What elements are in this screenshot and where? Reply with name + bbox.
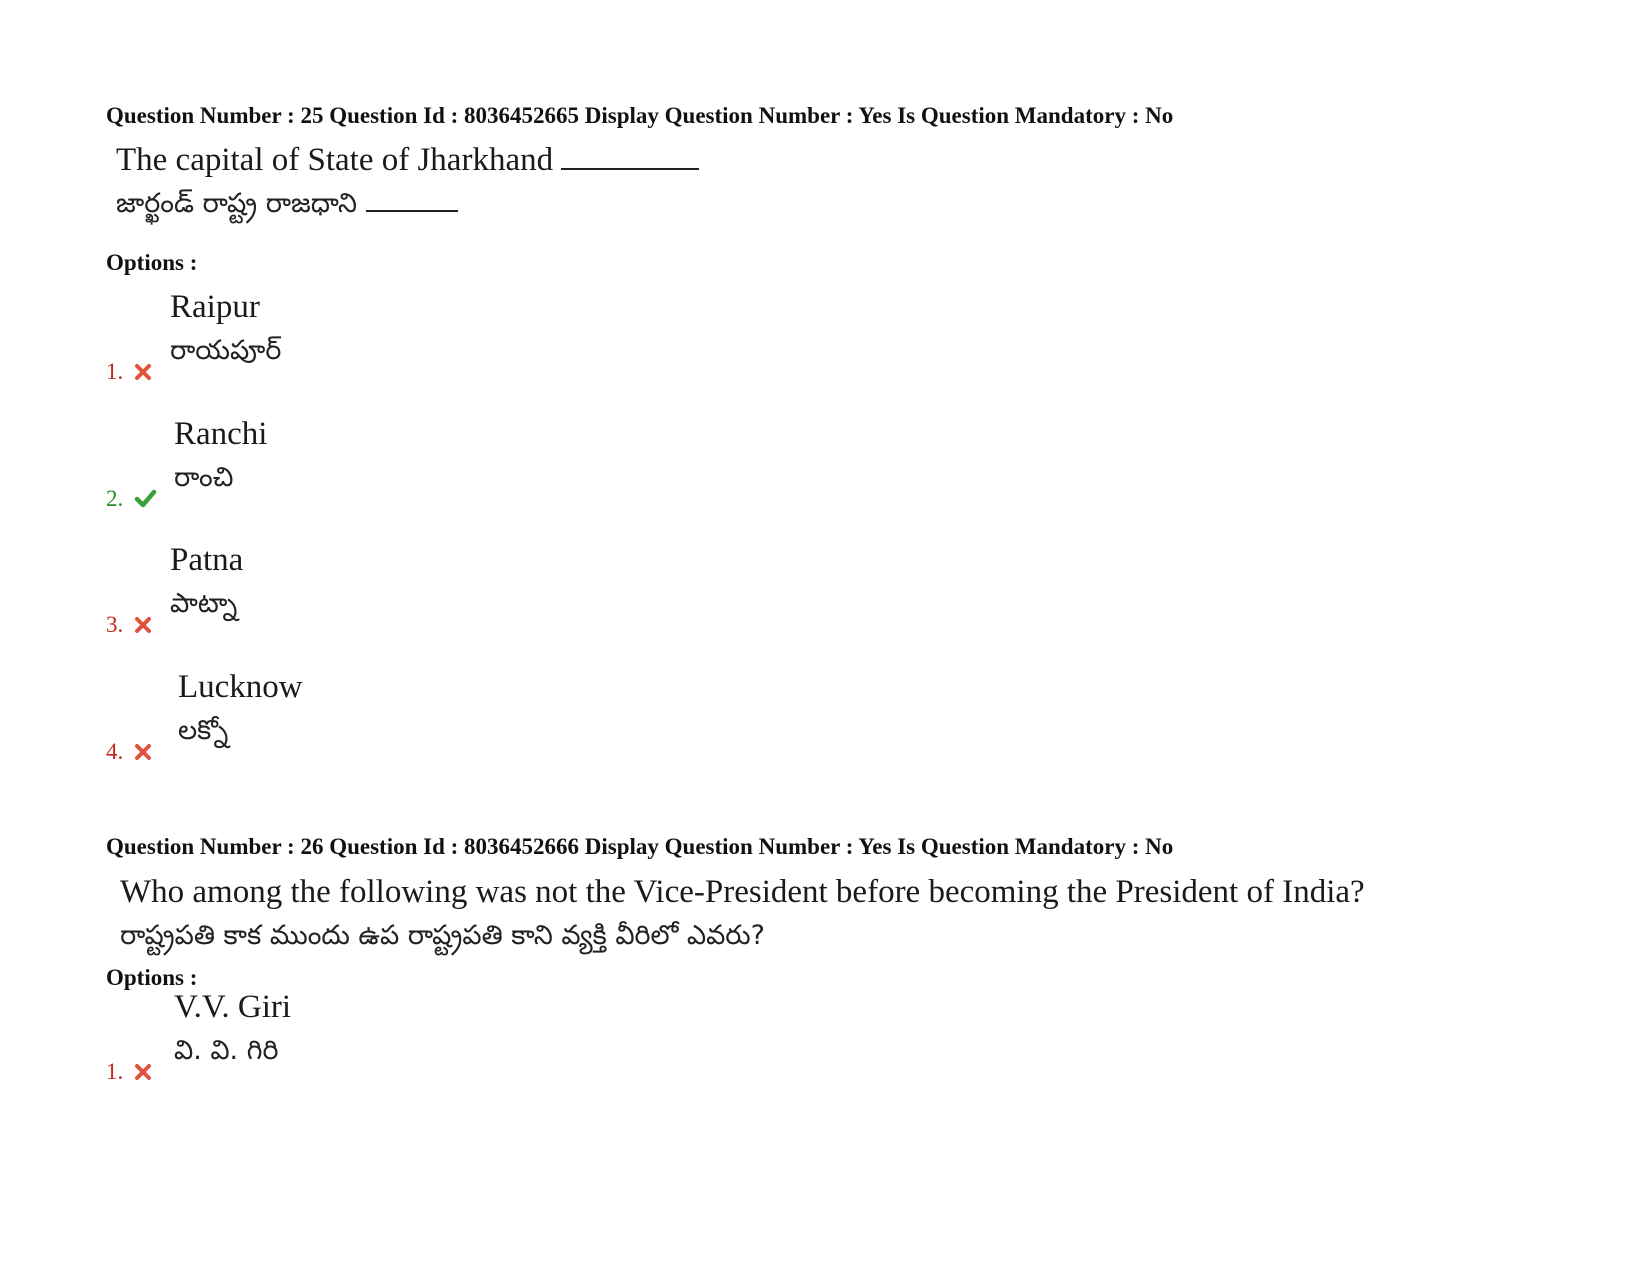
option-text-en: Lucknow bbox=[178, 669, 303, 705]
option-item bbox=[106, 285, 706, 385]
option-text-te: వి. వి. గిరి bbox=[174, 1035, 279, 1066]
question-text bbox=[120, 870, 1365, 958]
option-text-te: రాయపూర్ bbox=[170, 335, 282, 366]
cross-icon bbox=[132, 741, 154, 763]
option-item bbox=[106, 665, 706, 765]
check-icon bbox=[132, 488, 158, 510]
question-text-en: The capital of State of Jharkhand bbox=[116, 142, 554, 178]
option-number: 2. bbox=[106, 486, 124, 511]
cross-icon bbox=[132, 1061, 154, 1083]
question-text-te: రాష్ట్రపతి కాక ముందు ఉప రాష్ట్రపతి కాని వ్యక్తి వీరిలో ఎవరు? bbox=[120, 920, 765, 951]
option-number: 3. bbox=[106, 612, 124, 637]
question-text-en: Who among the following was not the Vice-President before becoming the President of India? bbox=[120, 874, 1365, 910]
option-text bbox=[174, 412, 267, 500]
option-text-te: పాట్నా bbox=[170, 588, 238, 619]
question-header: Question Number : 25 Question Id : 8036452665 Display Question Number : Yes Is Question Mandatory : No bbox=[106, 103, 1174, 128]
option-number: 1. bbox=[106, 359, 124, 384]
options-label: Options : bbox=[106, 965, 198, 990]
option-text-te: లక్నో bbox=[178, 715, 229, 746]
option-text-en: Ranchi bbox=[174, 416, 268, 452]
question-header: Question Number : 26 Question Id : 8036452666 Display Question Number : Yes Is Question Mandatory : No bbox=[106, 834, 1174, 859]
option-text-te: రాంచి bbox=[174, 462, 234, 493]
option-text bbox=[170, 538, 243, 626]
answer-blank bbox=[561, 140, 699, 170]
option-text-en: V.V. Giri bbox=[174, 989, 292, 1025]
option-text bbox=[170, 285, 281, 373]
question-text bbox=[116, 138, 699, 226]
option-number: 1. bbox=[106, 1059, 124, 1084]
cross-icon bbox=[132, 614, 154, 636]
option-text bbox=[174, 985, 291, 1073]
cross-icon bbox=[132, 361, 154, 383]
option-item bbox=[106, 985, 706, 1085]
option-item bbox=[106, 412, 706, 512]
options-label: Options : bbox=[106, 250, 198, 275]
option-item bbox=[106, 538, 706, 638]
option-number: 4. bbox=[106, 739, 124, 764]
question-text-te: జార్ఖండ్ రాష్ట్ర రాజధాని bbox=[116, 188, 357, 219]
option-text-en: Patna bbox=[170, 542, 244, 578]
option-text bbox=[178, 665, 303, 753]
answer-blank bbox=[366, 188, 458, 212]
option-text-en: Raipur bbox=[170, 289, 260, 325]
